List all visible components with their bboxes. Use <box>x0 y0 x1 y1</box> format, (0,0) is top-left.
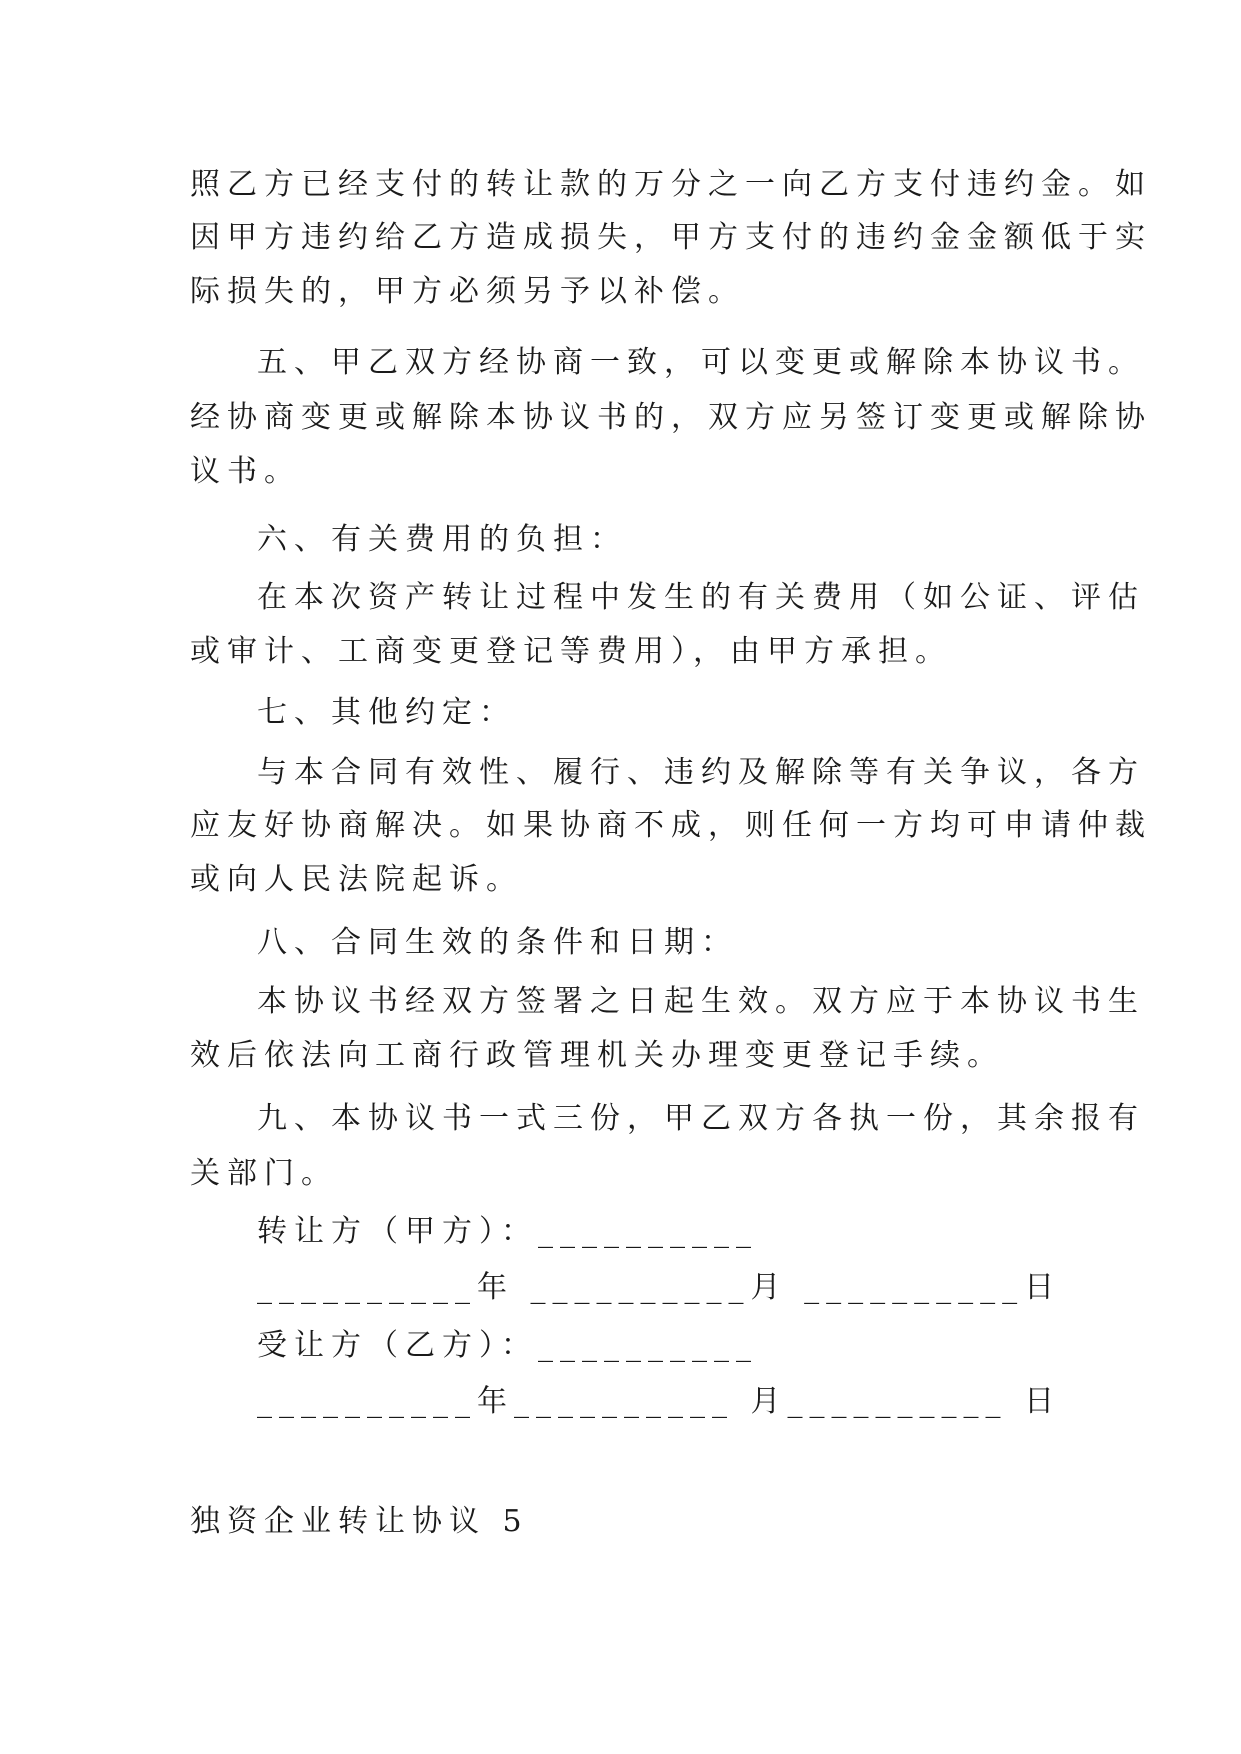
paragraph-line: 关部门。 <box>190 1156 338 1191</box>
clause-nine-line: 九、本协议书一式三份，甲乙双方各执一份，其余报有 <box>257 1101 1145 1136</box>
paragraph-line: 议书。 <box>190 454 301 489</box>
transferee-date-line: __________年__________ 月__________ 日 <box>257 1384 1062 1419</box>
paragraph-line: 效后依法向工商行政管理机关办理变更登记手续。 <box>190 1038 1004 1073</box>
paragraph-line: 或向人民法院起诉。 <box>190 862 523 897</box>
paragraph-line: 因甲方违约给乙方造成损失，甲方支付的违约金金额低于实 <box>190 220 1152 255</box>
paragraph-line: 应友好协商解决。如果协商不成，则任何一方均可申请仲裁 <box>190 808 1152 843</box>
transferor-signature-line: 转让方（甲方）：__________ <box>257 1214 758 1249</box>
paragraph-line: 或审计、工商变更登记等费用），由甲方承担。 <box>190 634 952 669</box>
paragraph-line: 照乙方已经支付的转让款的万分之一向乙方支付违约金。如 <box>190 167 1152 202</box>
transferee-signature-line: 受让方（乙方）：__________ <box>257 1328 758 1363</box>
clause-eight-heading: 八、合同生效的条件和日期： <box>257 925 738 960</box>
paragraph-line: 际损失的，甲方必须另予以补偿。 <box>190 274 745 309</box>
section-title: 独资企业转让协议 5 <box>190 1504 529 1539</box>
clause-five-line: 五、甲乙双方经协商一致，可以变更或解除本协议书。 <box>257 345 1145 380</box>
paragraph-line: 与本合同有效性、履行、违约及解除等有关争议，各方 <box>257 755 1145 790</box>
paragraph-line: 经协商变更或解除本协议书的，双方应另签订变更或解除协 <box>190 400 1152 435</box>
paragraph-line: 在本次资产转让过程中发生的有关费用（如公证、评估 <box>257 580 1145 615</box>
paragraph-line: 本协议书经双方签署之日起生效。双方应于本协议书生 <box>257 984 1145 1019</box>
clause-six-heading: 六、有关费用的负担： <box>257 522 627 557</box>
transferor-date-line: __________年 __________月 __________日 <box>257 1270 1062 1305</box>
clause-seven-heading: 七、其他约定： <box>257 695 516 730</box>
